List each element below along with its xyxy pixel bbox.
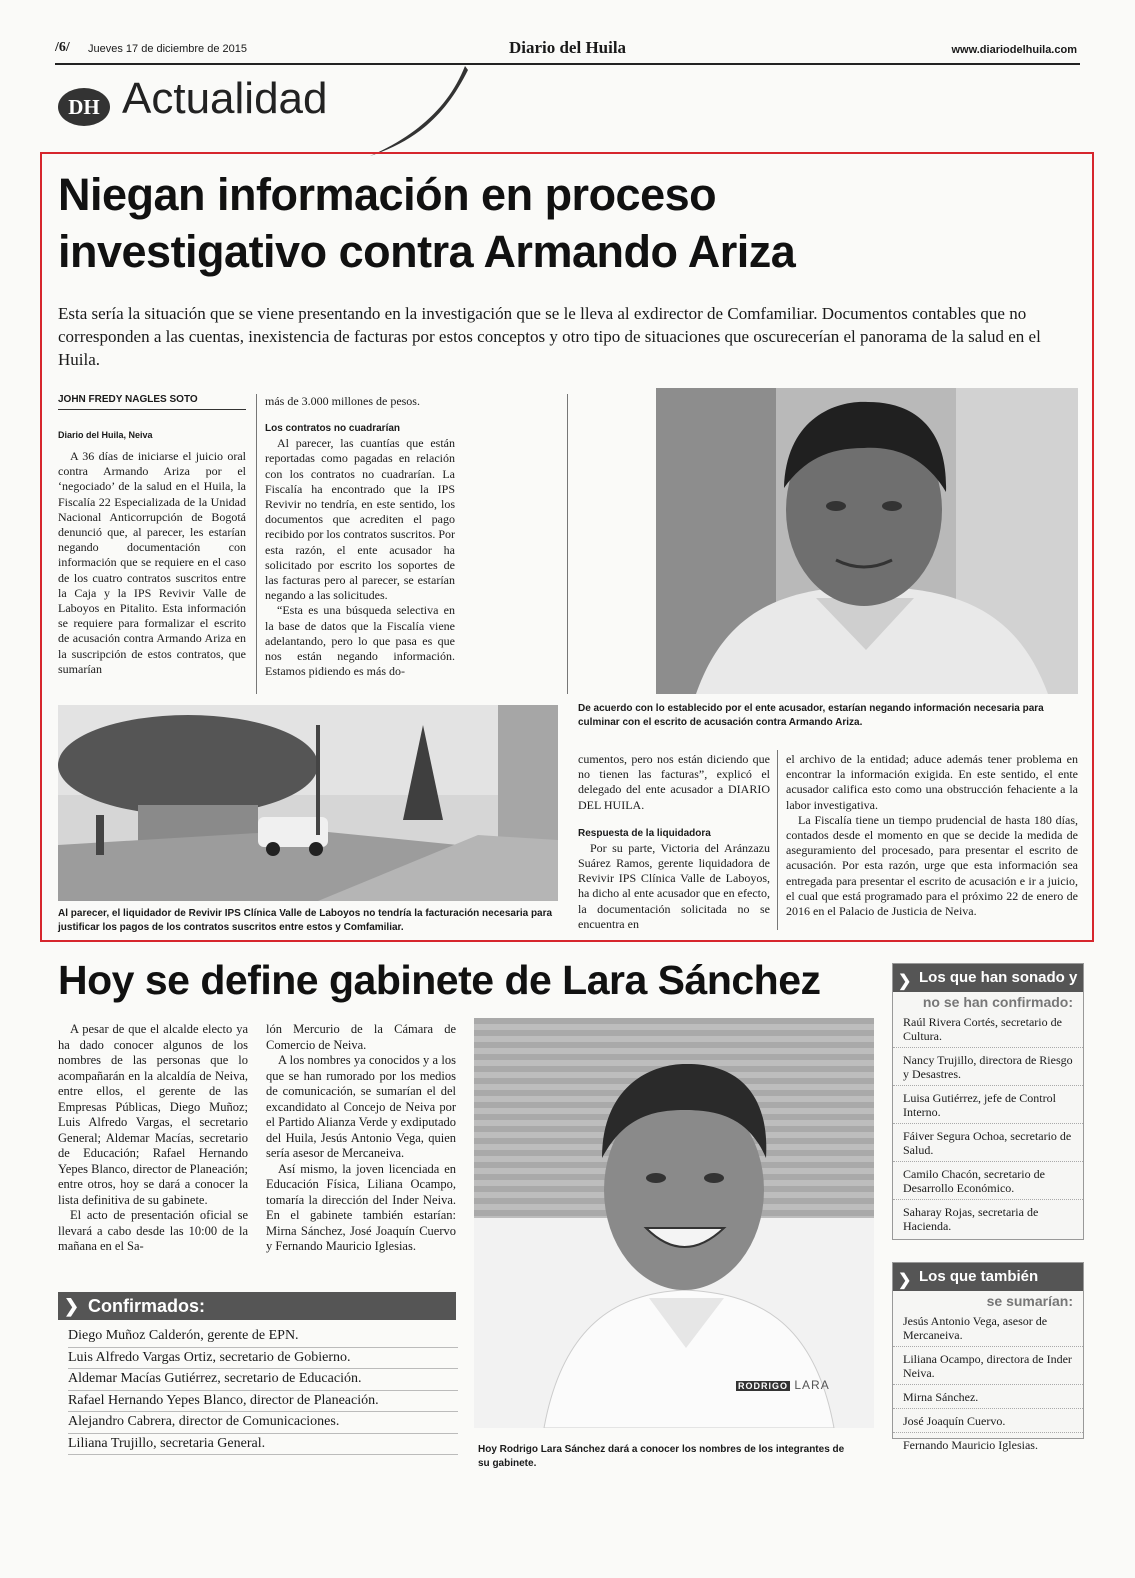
portrait-caption: De acuerdo con lo establecido por el ente acusador, estarían negando información necesaria para culminar con el escrito de acusación contra Armando Ariza. xyxy=(578,703,1044,728)
column-divider xyxy=(777,750,778,930)
list-item: Saharay Rojas, secretaria de Hacienda. xyxy=(903,1205,1039,1233)
chevron-right-icon: ❯ xyxy=(898,973,912,990)
list-item: Nancy Trujillo, directora de Riesgo y Desastres. xyxy=(893,1048,1083,1086)
paragraph: cumentos, pero nos están diciendo que no tienen las facturas”, explicó el delegado del ente acusador a DIARIO DEL HUILA. xyxy=(578,752,770,812)
paragraph: el archivo de la entidad; aduce además tener problema en encontrar la información exigida. En este sentido, el ente acusador califica esto como una obstrucción fehaciente a la labor investigativa. xyxy=(786,752,1078,812)
subhead-contracts: Los contratos no cuadrarían xyxy=(265,423,401,435)
headline-line-2: investigativo contra Armando Ariza xyxy=(58,226,796,277)
chevron-right-icon: ❯ xyxy=(64,1296,80,1316)
list-item: Luis Alfredo Vargas Ortiz, secretario de Gobierno. xyxy=(68,1348,458,1370)
list-item: José Joaquín Cuervo. xyxy=(893,1409,1083,1433)
section-title: Actualidad xyxy=(122,74,328,123)
story2-headline: Hoy se define gabinete de Lara Sánchez xyxy=(58,957,821,1003)
paragraph: Por su parte, Victoria del Aránzazu Suárez Ramos, gerente liquidadora de Revivir IPS Clínica Valle de Laboyos, ha dicho al ente acusador que en efecto, la documentación solicitada no se encuentra en xyxy=(578,840,770,931)
paragraph: El acto de presentación oficial se llevará a cabo desde las 10:00 de la mañana en el Sa- xyxy=(58,1208,248,1253)
sidebar-also-title: Los que también xyxy=(919,1268,1039,1285)
paragraph: Así mismo, la joven licenciada en Educación Física, Liliana Ocampo, tomaría la dirección del Inder Neiva. En el gabinete también estarían: Mirna Sánchez, José Joaquín Cuervo y Fernando Mauricio Iglesias. xyxy=(266,1161,456,1253)
story1-column-1 xyxy=(58,449,246,677)
story1-column-2 xyxy=(265,394,455,679)
list-item: Aldemar Macías Gutiérrez, secretario de Educación. xyxy=(68,1369,458,1391)
headline-line-1: Niegan información en proceso xyxy=(58,169,717,220)
paragraph: A los nombres ya conocidos y a los que se han rumorado por los medios de comunicación, se sumarían el del excandidato al Concejo de Neiva por el Partido Alianza Verde y exdiputado del Huila, Jesús Antonio Vega, quien sería asesor de Mercaneiva. xyxy=(266,1053,456,1160)
sidebar-rumored xyxy=(892,963,1084,1240)
sidebar-also-header xyxy=(893,1263,1083,1291)
story1-headline xyxy=(58,166,1078,280)
paragraph: La Fiscalía tiene un tiempo prudencial de hasta 180 días, contados desde el momento en que se decide la medida de aseguramiento del procesado, para presentar el escrito de acusación. Por esta razón, urge que esta información sea entregada para presentar el escrito de acusación e ir a juicio, el cual que está programado para el próximo 22 de enero de 2016 en el Palacio de Justicia de Neiva. xyxy=(786,812,1078,919)
sidebar-also-joining xyxy=(892,1262,1084,1452)
issue-date: Jueves 17 de diciembre de 2015 xyxy=(88,43,247,55)
campaign-logo-first: RODRIGO xyxy=(738,1381,789,1391)
lara-portrait-photo xyxy=(474,1018,874,1428)
website-url[interactable]: www.diariodelhuila.com xyxy=(951,44,1077,56)
list-item: Luisa Gutiérrez, jefe de Control Interno. xyxy=(893,1086,1083,1124)
swoosh-ornament xyxy=(360,64,470,160)
ariza-portrait-photo xyxy=(656,388,1078,694)
story2-column-2 xyxy=(266,1022,456,1255)
street-caption: Al parecer, el liquidador de Revivir IPS Clínica Valle de Laboyos no tendría la facturación necesaria para justificar los pagos de los contratos suscritos entre estos y Comfamiliar. xyxy=(58,908,553,933)
confirmed-list xyxy=(68,1326,458,1455)
column-divider xyxy=(256,394,257,694)
street-photo xyxy=(58,705,558,901)
story2-column-1 xyxy=(58,1022,248,1255)
sidebar-rumored-title: Los que han sonado y xyxy=(919,969,1078,986)
confirmed-header xyxy=(58,1292,456,1320)
story1-lead: Esta sería la situación que se viene presentando en la investigación que se le lleva al exdirector de Comfamiliar. Documentos contables que no corresponden a las cuentas, inexistencia de facturas por estos conceptos y otro tipo de situaciones que oscurecerían el panorama de la salud en el Huila. xyxy=(58,304,1041,369)
byline-rule xyxy=(58,409,246,410)
campaign-logo-last: LARA xyxy=(794,1378,830,1392)
byline: JOHN FREDY NAGLES SOTO xyxy=(58,394,198,405)
list-item: Fernando Mauricio Iglesias. xyxy=(903,1438,1038,1452)
campaign-logo xyxy=(736,1378,830,1392)
list-item: Mirna Sánchez. xyxy=(893,1385,1083,1409)
list-item: Liliana Trujillo, secretaria General. xyxy=(68,1434,458,1456)
list-item: Diego Muñoz Calderón, gerente de EPN. xyxy=(68,1326,458,1348)
list-item: Liliana Ocampo, directora de Inder Neiva. xyxy=(893,1347,1083,1385)
page-number: /6/ xyxy=(55,40,70,55)
paragraph: Al parecer, las cuantías que están reportadas como pagadas en relación con los contratos no cuadrarían. La Fiscalía ha encontrado que la IPS Revivir no tendría, en este sentido, los documentos que acrediten el pago recibido por los contratos suscritos. Por esta razón, el ente acusador ha solicitado por escrito los soportes de las facturas pero al parecer, se estarían negando a las solicitudes. xyxy=(265,436,455,603)
chevron-right-icon: ❯ xyxy=(898,1272,912,1289)
list-item: Jesús Antonio Vega, asesor de Mercaneiva. xyxy=(893,1309,1083,1347)
dateline: Diario del Huila, Neiva xyxy=(58,430,153,440)
paragraph: más de 3.000 millones de pesos. xyxy=(265,394,420,408)
list-item: Rafael Hernando Yepes Blanco, director de Planeación. xyxy=(68,1391,458,1413)
paragraph: lón Mercurio de la Cámara de Comercio de Neiva. xyxy=(266,1022,456,1052)
masthead-name: Diario del xyxy=(508,38,586,57)
subhead-liquidator: Respuesta de la liquidadora xyxy=(578,827,711,839)
paragraph: A 36 días de iniciarse el juicio oral contra Armando Ariza por el ‘negociado’ de la salud en el Huila, la Fiscalía 22 Especializada de la Unidad Nacional Anticorrupción de Bogotá denunció que, al parecer, les estarían negando documentación con información que se requiere en el caso de los cuatro contratos suscritos entre la Caja y la IPS Revivir Valle de Laboyos en Pitalito. Esta información se requiere para formalizar el escrito de acusación contra Armando Ariza en la suscripción de estos contratos, que sumarían xyxy=(58,449,246,676)
paragraph: “Esta es una búsqueda selectiva en la base de datos que la Fiscalía viene adelantando, pero lo que pasa es que nos están negando información. Estamos pidiendo es más do- xyxy=(265,603,455,679)
sidebar-also-subtitle: se sumarían: xyxy=(986,1293,1073,1309)
column-divider xyxy=(567,394,568,694)
list-item: Alejandro Cabrera, director de Comunicaciones. xyxy=(68,1412,458,1434)
sidebar-rumored-header xyxy=(893,964,1083,992)
confirmed-title: Confirmados: xyxy=(88,1296,205,1316)
list-item: Fáiver Segura Ochoa, secretario de Salud. xyxy=(893,1124,1083,1162)
dh-logo: DH xyxy=(58,88,110,126)
list-item: Camilo Chacón, secretario de Desarrollo Económico. xyxy=(893,1162,1083,1200)
paragraph: A pesar de que el alcalde electo ya ha dado conocer algunos de los nombres de las personas que lo acompañarán en la alcaldía de Neiva, entre ellos, el gerente de las Empresas Públicas, Diego Muñoz; Luis Alfredo Vargas, el secretario General; Aldemar Macías, secretario de Educación; Rafael Hernando Yepes Blanco, director de Planeación; entre otros, hoy se dará a conocer la lista definitiva de su gabinete. xyxy=(58,1022,248,1207)
story1-column-4 xyxy=(786,752,1078,919)
sidebar-rumored-subtitle: no se han confirmado: xyxy=(922,994,1073,1010)
masthead-region: Huila xyxy=(585,38,627,57)
list-item: Raúl Rivera Cortés, secretario de Cultura. xyxy=(893,1010,1083,1048)
story1-column-3 xyxy=(578,752,770,932)
header-rule xyxy=(55,63,1080,65)
lara-caption: Hoy Rodrigo Lara Sánchez dará a conocer los nombres de los integrantes de su gabinete. xyxy=(478,1444,845,1469)
